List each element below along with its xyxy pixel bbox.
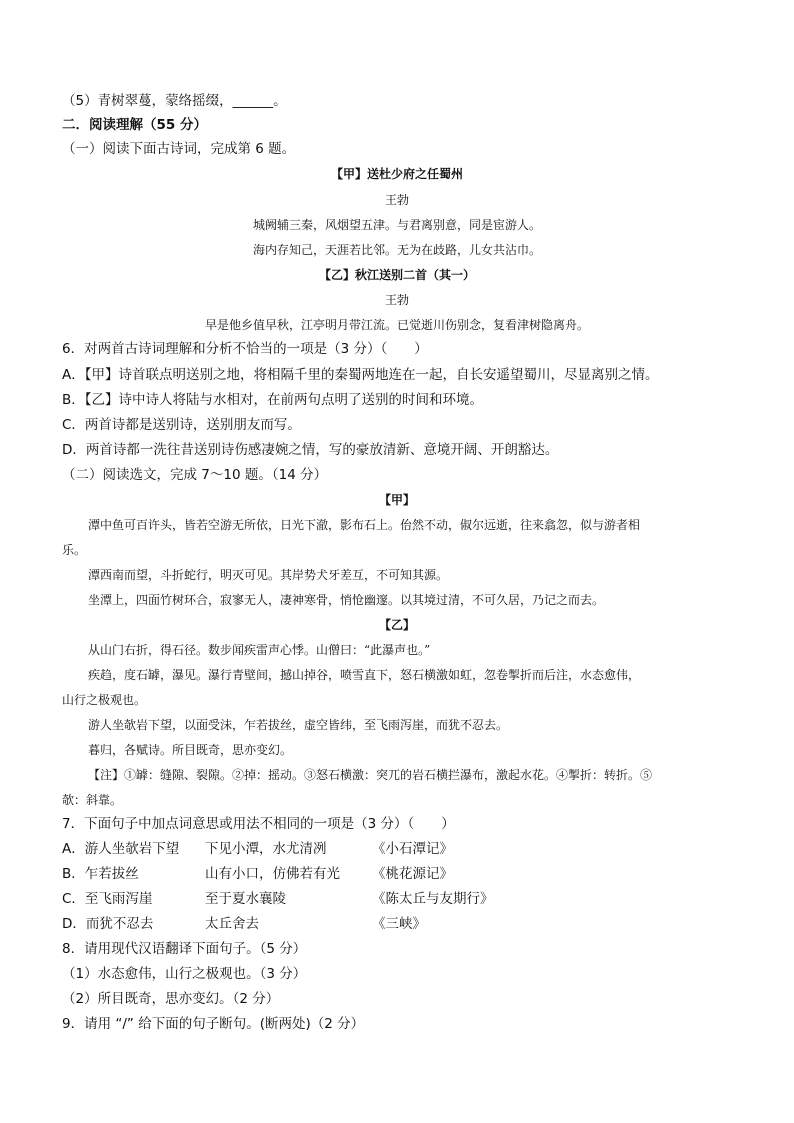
section-heading: 二．阅读理解（55 分） [62, 117, 207, 133]
q6-option-d: D．两首诗都一洗往昔送别诗伤感凄婉之情，写的豪放清新、意境开阔、开朗豁达。 [62, 442, 559, 458]
text-b-note-b: 欹：斜靠。 [62, 793, 123, 807]
poem-a-title: 【甲】送杜少府之任蜀州 [330, 167, 463, 181]
q6-option-a: A．【甲】诗首联点明送别之地，将相隔千里的秦蜀两地连在一起，自长安遥望蜀川，尽显离别之情。 [62, 367, 659, 383]
text-a-p1a: 潭中鱼可百许头，皆若空游无所依，日光下澈，影布石上。佁然不动，俶尔远逝，往来翕忽，似与游者相 [88, 518, 641, 532]
q8-sentence-1: （1）水态愈伟，山行之极观也。（3 分） [62, 966, 307, 982]
text-b-p3: 游人坐欹岩下望，以面受沫，乍若拔丝，虚空皆纬，至飞雨泻崖，而犹不忍去。 [88, 718, 509, 732]
poem-b-line1: 早是他乡值早秋，江亭明月带江流。已觉逝川伤别念，复看津树隐离舟。 [204, 318, 589, 332]
q7-row-d-source: 《三峡》 [372, 916, 426, 932]
q7-row-b-compare: 山有小口，仿佛若有光 [205, 866, 340, 882]
q5-blank: ______ [232, 93, 274, 109]
q7-row-d-option: D．而犹不忍去 [62, 916, 154, 932]
part1-intro: （一）阅读下面古诗词，完成第 6 题。 [62, 141, 296, 157]
q7-row-a-source: 《小石潭记》 [372, 841, 453, 857]
q7-row-c-option: C．至飞雨泻崖 [62, 891, 153, 907]
q7-row-b-source: 《桃花源记》 [372, 866, 453, 882]
q7-row-a-option: A．游人坐欹岩下望 [62, 841, 180, 857]
poem-a-author: 王勃 [384, 193, 409, 207]
q6-stem: 6．对两首古诗词理解和分析不恰当的一项是（3 分）（ ） [62, 341, 428, 357]
q5-prefix: （5）青树翠蔓，蒙络摇缀， [62, 93, 233, 109]
text-b-p1: 从山门右折，得石径。数步闻疾雷声心悸。山僧曰：“此瀑声也。” [88, 643, 431, 657]
q9-stem: 9．请用 “/” 给下面的句子断句。(断两处)（2 分） [62, 1016, 365, 1032]
fill-blank-q5 [62, 92, 287, 110]
q7-row-d-compare: 太丘舍去 [205, 916, 259, 932]
q7-row-c-compare: 至于夏水襄陵 [205, 891, 286, 907]
q6-option-c: C．两首诗都是送别诗，送别朋友而写。 [62, 417, 301, 433]
q6-option-b: B．【乙】诗中诗人将陆与水相对，在前两句点明了送别的时间和环境。 [62, 392, 484, 408]
poem-a-line1: 城阙辅三秦，风烟望五津。与君离别意，同是宦游人。 [252, 218, 541, 232]
q8-sentence-2: （2）所目既奇，思亦变幻。（2 分） [62, 991, 280, 1007]
poem-a-line2: 海内存知己，天涯若比邻。无为在歧路，儿女共沾巾。 [252, 243, 541, 257]
poem-b-title: 【乙】秋江送别二首（其一） [318, 268, 475, 282]
text-a-p1b: 乐。 [62, 543, 87, 557]
poem-b-author: 王勃 [384, 293, 409, 307]
q7-row-b-option: B．乍若拔丝 [62, 866, 139, 882]
q7-stem: 7．下面句子中加点词意思或用法不相同的一项是（3 分）（ ） [62, 816, 455, 832]
text-b-p2b: 山行之极观也。 [62, 693, 147, 707]
text-b-note-a: 【注】①罅：缝隙、裂隙。②掉：摇动。③怒石横激：突兀的岩石横拦瀑布，激起水花。④掣折：转折。⑤ [88, 768, 653, 782]
text-b-label: 【乙】 [378, 618, 415, 632]
q8-stem: 8．请用现代汉语翻译下面句子。（5 分） [62, 941, 307, 957]
q7-row-a-compare: 下见小潭，水尤清冽 [205, 841, 327, 857]
text-a-p3: 坐潭上，四面竹树环合，寂寥无人，凄神寒骨，悄怆幽邃。以其境过清，不可久居，乃记之而去。 [88, 593, 605, 607]
text-b-p2a: 疾趋，度石罅，瀑见。瀑行青壁间，撼山掉谷，喷雪直下，怒石横激如虹，忽卷掣折而后注，水态愈伟， [88, 668, 641, 682]
q7-row-c-source: 《陈太丘与友期行》 [372, 891, 494, 907]
text-a-label: 【甲】 [378, 493, 415, 507]
part2-intro: （二）阅读选文，完成 7～10 题。（14 分） [62, 467, 328, 483]
q5-suffix: 。 [273, 93, 287, 109]
text-a-p2: 潭西南而望，斗折蛇行，明灭可见。其岸势犬牙差互，不可知其源。 [88, 568, 449, 582]
text-b-p4: 暮归，各赋诗。所目既奇，思亦变幻。 [88, 743, 293, 757]
